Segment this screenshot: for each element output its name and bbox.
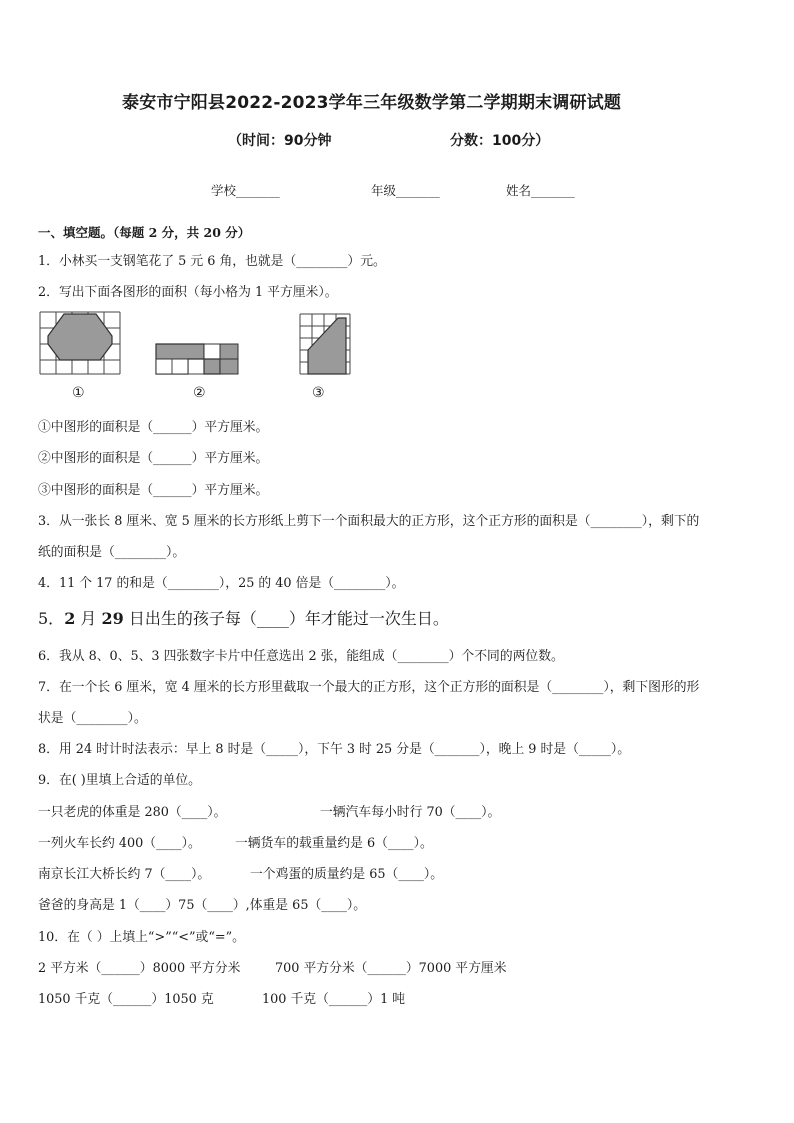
question-5-rest: 日出生的孩子每（____）年才能过一次生日。: [123, 609, 449, 628]
school-field[interactable]: 学校_______: [211, 183, 280, 198]
figure-2-label: ②: [193, 385, 206, 401]
question-2a: ①中图形的面积是（______）平方厘米。: [38, 420, 269, 435]
question-6: 6．我从 8、0、5、3 四张数字卡片中任意选出 2 张，能组成（________）个不同的两位数。: [38, 649, 564, 664]
page-title: 泰安市宁阳县2022-2023学年三年级数学第二学期期末调研试题: [122, 93, 622, 113]
question-3-line-2: 纸的面积是（________）。: [38, 545, 186, 560]
question-9-item: 一辆汽车每小时行 70（____）。: [320, 805, 501, 820]
question-3-line-1: 3．从一张长 8 厘米、宽 5 厘米的长方形纸上剪下一个面积最大的正方形，这个正方形的面积是（________），剩下的: [38, 514, 700, 529]
figure-2-grid: [154, 340, 240, 376]
question-5-month: 2: [64, 609, 76, 628]
question-5: [38, 606, 449, 629]
question-8: 8．用 24 时计时法表示：早上 8 时是（_____），下午 3 时 25 分是（_______），晚上 9 时是（_____）。: [38, 742, 631, 757]
figure-3-label: ③: [312, 385, 325, 401]
question-9-item: 南京长江大桥长约 7（____）。: [38, 867, 211, 882]
exam-time: （时间：90分钟: [228, 133, 332, 149]
question-1: 1．小林买一支钢笔花了 5 元 6 角，也就是（________）元。: [38, 254, 386, 269]
figure-3-grid: [298, 312, 352, 376]
name-field[interactable]: 姓名_______: [506, 183, 575, 198]
question-5-prefix: 5．: [38, 609, 65, 628]
question-9-item: 一个鸡蛋的质量约是 65（____）。: [250, 867, 444, 882]
figure-1-shape: [48, 314, 112, 360]
question-10-item: 2 平方米（______）8000 平方分米: [38, 961, 241, 976]
question-7-line-2: 状是（________）。: [38, 711, 147, 726]
question-9-item: 一列火车长约 400（____）。: [38, 836, 201, 851]
figure-1-grid: [38, 310, 122, 376]
question-9-item: 一只老虎的体重是 280（____）。: [38, 805, 227, 820]
question-5-day: 29: [101, 609, 124, 628]
question-9-item: 一辆货车的载重量约是 6（____）。: [235, 836, 433, 851]
question-7-line-1: 7．在一个长 6 厘米，宽 4 厘米的长方形里截取一个最大的正方形，这个正方形的面积是（________），剩下图形的形: [38, 680, 700, 695]
figure-1-label: ①: [72, 385, 85, 401]
question-4: 4．11 个 17 的和是（________），25 的 40 倍是（________）。: [38, 576, 405, 591]
question-2: 2．写出下面各图形的面积（每小格为 1 平方厘米）。: [38, 285, 338, 300]
section-heading: 一、填空题。（每题 2 分，共 20 分）: [38, 225, 251, 240]
question-10: 10．在（ ）上填上“>”“<”或“=”。: [38, 930, 245, 945]
exam-score: 分数：100分）: [450, 133, 550, 149]
question-10-item: 100 千克（______）1 吨: [262, 992, 406, 1007]
question-2c: ③中图形的面积是（______）平方厘米。: [38, 483, 269, 498]
question-10-item: 700 平方分米（______）7000 平方厘米: [275, 961, 507, 976]
question-2b: ②中图形的面积是（______）平方厘米。: [38, 451, 269, 466]
grade-field[interactable]: 年级_______: [371, 183, 440, 198]
question-5-month-unit: 月: [75, 609, 102, 628]
question-9: 9．在( )里填上合适的单位。: [38, 773, 201, 788]
question-9-item: 爸爸的身高是 1（____）75（____）,体重是 65（____）。: [38, 898, 367, 913]
question-10-item: 1050 千克（______）1050 克: [38, 992, 214, 1007]
